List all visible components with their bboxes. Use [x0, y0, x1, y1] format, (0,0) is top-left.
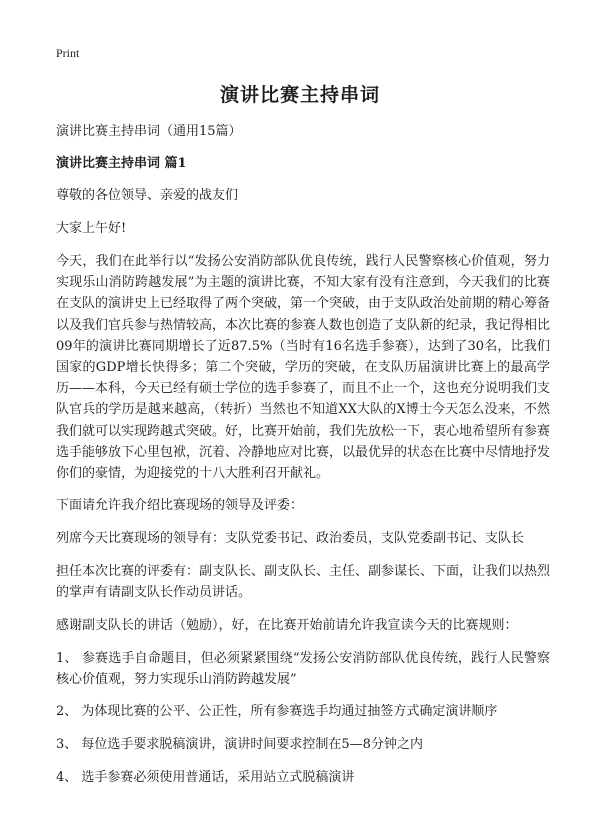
salutation-paragraph: 尊敬的各位领导、亲爱的战友们	[56, 188, 239, 203]
greeting-paragraph: 大家上午好!	[56, 221, 127, 236]
section-heading: 演讲比赛主持串词 篇1	[56, 156, 187, 171]
opening-speech-paragraph: 今天，我们在此举行以“发扬公安消防部队优良传统，践行人民警察核心价值观，努力实现乐山消防跨越发展”为主题的演讲比赛，不知大家有没有注意到，今天我们的比赛在支队的演讲史上已经取得了两个突破，第一个突破，由于支队政治处前期的精心筹备以及我们官兵参与热情较高，本次比赛的参赛人数也创造了支队新的纪录，我记得相比09年的演讲比赛同期增长了近87.5%（当时有16名选手参赛），达到了30名，比我们国家的GDP增长快得多；第二个突破，学历的突破，在支队历届演讲比赛上的最高学历——本科，今天已经有硕士学位的选手参赛了，而且不止一个，这也充分说明我们支队官兵的学历是越来越高，（转折）当然也不知道XX大队的X博士今天怎么没来，不然我们就可以实现跨越式突破。好，比赛开始前，我们先放松一下，衷心地希望所有参赛选手能够放下心里包袱，沉着、冷静地应对比赛，以最优异的状态在比赛中尽情地抒发你们的豪情，为迎接党的十八大胜利召开献礼。	[56, 254, 551, 482]
document-body	[56, 121, 550, 800]
document-subtitle: 演讲比赛主持串词（通用15篇）	[56, 124, 242, 139]
rule-item-1: 1、 参赛选手自命题目，但必须紧紧围绕“发扬公安消防部队优良传统，践行人民警察核心价值观，努力实现乐山消防跨越发展”	[56, 650, 550, 687]
rule-item-3: 3、 每位选手要求脱稿演讲，演讲时间要求控制在5—8分钟之内	[56, 737, 423, 753]
rule-item-2: 2、 为体现比赛的公平、公正性，所有参赛选手均通过抽签方式确定演讲顺序	[56, 704, 498, 720]
document-title: 演讲比赛主持串词	[219, 84, 380, 106]
print-link[interactable]: Print	[56, 46, 80, 60]
rule-item-4: 4、 选手参赛必须使用普通话，采用站立式脱稿演讲	[56, 770, 355, 786]
judges-list-paragraph: 担任本次比赛的评委有：副支队长、副支队长、主任、副参谋长、下面，让我们以热烈的掌声有请副支队长作动员讲话。	[56, 564, 551, 601]
intro-leaders-paragraph: 下面请允许我介绍比赛现场的领导及评委：	[56, 498, 304, 514]
leaders-list-paragraph: 列席今天比赛现场的领导有：支队党委书记、政治委员，支队党委副书记、支队长	[56, 531, 525, 547]
rules-intro-paragraph: 感谢副支队长的讲话（勉励），好，在比赛开始前请允许我宣读今天的比赛规则：	[56, 617, 518, 633]
